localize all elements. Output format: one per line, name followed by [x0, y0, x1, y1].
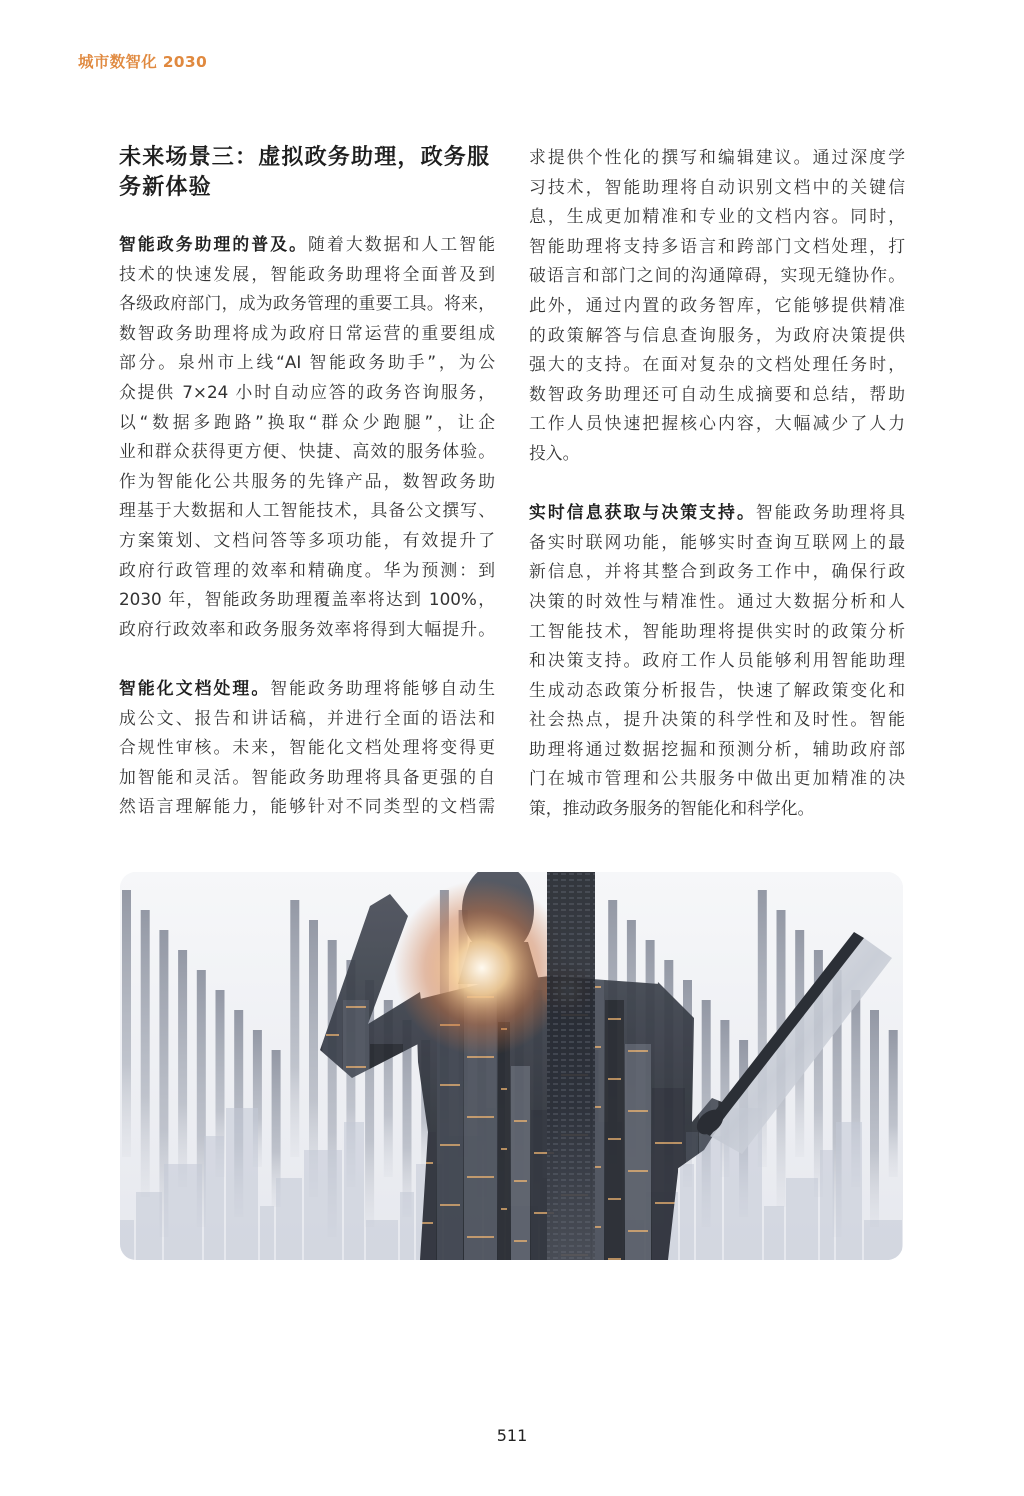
- line-text: 政府行政效率和政务服务效率将得到大幅提升。: [119, 618, 495, 639]
- lit-window: [346, 1006, 366, 1008]
- left-column: [119, 143, 495, 851]
- skyline-building: [366, 1220, 398, 1260]
- skyline-building: [820, 1150, 834, 1260]
- hero-image: [120, 872, 903, 1260]
- line-text: 部分。泉州市上线“AI 智能政务助手”，为公: [119, 352, 495, 373]
- skyline-building: [226, 1108, 258, 1260]
- text-line: [529, 528, 905, 558]
- text-line: [119, 378, 495, 408]
- lit-window: [467, 1056, 494, 1058]
- text-line: [529, 735, 905, 765]
- lit-window: [501, 1088, 507, 1090]
- lit-window: [608, 1018, 621, 1020]
- skyline-building: [836, 1122, 862, 1260]
- text-line: [119, 763, 495, 793]
- text-line: [529, 261, 905, 291]
- line-text: 随着大数据和人工智能: [308, 234, 495, 254]
- line-text: 数智政务助理将成为政府日常运营的重要组成: [119, 322, 495, 343]
- line-text: 工智能技术，智能助理将提供实时的政策分析: [529, 620, 905, 641]
- line-text: 加智能和灵活。智能政务助理将具备更强的自: [119, 766, 495, 787]
- text-line: [119, 704, 495, 734]
- line-text: 智能政务助理将具: [755, 502, 905, 523]
- lit-window: [628, 1110, 648, 1112]
- line-text: 数智政务助理还可自动生成摘要和总结，帮助: [529, 383, 905, 404]
- text-line: [119, 230, 495, 260]
- lit-window: [595, 1226, 601, 1228]
- skyline-building: [120, 1220, 134, 1260]
- lit-window: [595, 1046, 601, 1048]
- skyline-building: [260, 1206, 274, 1260]
- text-line: [119, 408, 495, 438]
- line-text: 业和群众获得更方便、快捷、高效的服务体验。: [119, 441, 495, 462]
- lit-window: [326, 1034, 339, 1036]
- page-number: 511: [496, 1426, 528, 1445]
- decor-bar: [122, 890, 131, 1157]
- skyline-building: [400, 1192, 414, 1260]
- skyline-building: [764, 1206, 784, 1260]
- lit-window: [628, 1170, 648, 1172]
- decor-bar: [178, 950, 187, 1187]
- line-text: 强大的支持。在面对复杂的文档处理任务时，: [529, 354, 905, 375]
- lit-window: [595, 1106, 601, 1108]
- text-line: [529, 764, 905, 794]
- text-line: [529, 173, 905, 203]
- line-text: 生成动态政策分析报告，快速了解政策变化和: [529, 679, 905, 700]
- text-line: [529, 587, 905, 617]
- city-building: [625, 1044, 651, 1260]
- line-text: 2030 年，智能政务助理覆盖率将达到 100%，: [119, 589, 495, 610]
- text-line: [529, 557, 905, 587]
- lit-window: [608, 1138, 621, 1140]
- line-text: 各级政府部门，成为政务管理的重要工具。将来，: [119, 293, 495, 314]
- line-text: 众提供 7×24 小时自动应答的政务咨询服务，: [119, 381, 495, 402]
- lit-window: [440, 1204, 460, 1206]
- paragraph-lead: 智能化文档处理。: [119, 677, 271, 698]
- line-text: 方案策划、文档问答等多项功能，有效提升了: [119, 529, 495, 550]
- lit-window: [514, 1240, 527, 1242]
- line-text: 理基于大数据和人工智能技术，具备公文撰写、: [119, 500, 495, 521]
- paragraph: [119, 674, 495, 822]
- city-building: [511, 1066, 530, 1260]
- text-line: [529, 291, 905, 321]
- line-text: 智能政务助理将能够自动生: [270, 677, 495, 698]
- text-line: [119, 289, 495, 319]
- lit-window: [608, 1258, 621, 1260]
- lit-window: [467, 1116, 494, 1118]
- text-line: [529, 143, 905, 173]
- text-line: [529, 321, 905, 351]
- line-text: 的政策解答与信息查询服务，为政府决策提供: [529, 324, 905, 345]
- text-line: [529, 232, 905, 262]
- line-text: 习技术，智能助理将自动识别文档中的关键信: [529, 176, 905, 197]
- tower-windows: [547, 872, 595, 1260]
- lit-window: [467, 1236, 494, 1238]
- lit-window: [628, 1050, 648, 1052]
- city-building: [605, 1000, 624, 1260]
- skyline-building: [786, 1178, 818, 1260]
- line-text: 合规性审核。未来，智能化文档处理将变得更: [119, 737, 495, 758]
- line-text: 新信息，并将其整合到政务工作中，确保行政: [529, 561, 905, 582]
- text-line: [529, 705, 905, 735]
- text-line: [119, 792, 495, 822]
- line-text: 决策的时效性与精准性。通过大数据分析和人: [529, 590, 905, 611]
- text-line: [119, 615, 495, 645]
- lit-window: [655, 1142, 682, 1144]
- line-text: 门在城市管理和公共服务中做出更加精准的决: [529, 768, 905, 789]
- paragraph: [529, 498, 905, 824]
- text-line: [529, 350, 905, 380]
- skyline-building: [696, 1136, 722, 1260]
- line-text: 以“数据多跑路”换取“群众少跑腿”，让企: [119, 411, 495, 432]
- line-text: 智能助理将支持多语言和跨部门文档处理，打: [529, 235, 905, 256]
- text-line: [119, 319, 495, 349]
- line-text: 作为智能化公共服务的先锋产品，数智政务助: [119, 470, 495, 491]
- lit-window: [440, 1144, 460, 1146]
- text-line: [529, 617, 905, 647]
- decor-bar: [141, 910, 150, 1197]
- text-line: [119, 733, 495, 763]
- text-line: [529, 794, 905, 824]
- text-line: [119, 526, 495, 556]
- line-text: 然语言理解能力，能够针对不同类型的文档需: [119, 796, 495, 817]
- line-text: 破语言和部门之间的沟通障碍，实现无缝协作。: [529, 265, 905, 286]
- lit-window: [501, 1148, 507, 1150]
- line-text: 成公文、报告和讲话稿，并进行全面的语法和: [119, 707, 495, 728]
- lit-window: [467, 1176, 494, 1178]
- text-line: [119, 260, 495, 290]
- paragraph-lead: 智能政务助理的普及。: [119, 234, 309, 254]
- lit-window: [440, 1084, 460, 1086]
- lit-window: [628, 1230, 648, 1232]
- businessman-city-double-exposure: [120, 872, 903, 1260]
- skyline-building: [304, 1150, 342, 1260]
- text-line: [119, 348, 495, 378]
- line-text: 和决策支持。政府工作人员能够利用智能助理: [529, 650, 905, 671]
- text-line: [529, 380, 905, 410]
- section-heading: 未来场景三：虚拟政务助理，政务服务新体验: [119, 145, 491, 200]
- line-text: 此外，通过内置的政务智库，它能够提供精准: [529, 294, 905, 315]
- text-line: [119, 496, 495, 526]
- skyline-building: [164, 1164, 202, 1260]
- paragraph: [119, 230, 495, 644]
- lit-window: [514, 1120, 527, 1122]
- text-line: [529, 646, 905, 676]
- skyline-building: [136, 1192, 162, 1260]
- lit-window: [595, 1166, 601, 1168]
- right-column: [529, 143, 905, 853]
- text-line: [119, 674, 495, 704]
- paragraph-lead: 实时信息获取与决策支持。: [529, 502, 756, 523]
- decor-bar: [870, 1010, 879, 1227]
- line-text: 策，推动政务服务的智能化和科学化。: [529, 798, 815, 819]
- skyline-building: [864, 1220, 902, 1260]
- skyline-building: [204, 1136, 224, 1260]
- paragraph: [529, 143, 905, 469]
- text-line: [119, 467, 495, 497]
- line-text: 息，生成更加精准和专业的文档内容。同时，: [529, 206, 905, 227]
- line-text: 助理将通过数据挖掘和预测分析，辅助政府部: [529, 738, 905, 759]
- text-line: [529, 676, 905, 706]
- line-text: 投入。: [529, 442, 580, 463]
- text-line: [119, 437, 495, 467]
- city-building: [498, 1022, 510, 1260]
- text-line: [529, 439, 905, 469]
- line-text: 技术的快速发展，智能政务助理将全面普及到: [119, 263, 495, 284]
- line-text: 政府行政管理的效率和精确度。华为预测：到: [119, 559, 495, 580]
- skyline-building: [680, 1164, 694, 1260]
- decor-bar: [889, 1030, 898, 1177]
- text-line: [529, 202, 905, 232]
- lit-window: [514, 1180, 527, 1182]
- sunlight-glow: [394, 880, 570, 1056]
- lit-window: [501, 1208, 507, 1210]
- skyline-building: [276, 1178, 302, 1260]
- running-header: 城市数智化 2030: [78, 53, 208, 71]
- skyline-building: [344, 1122, 364, 1260]
- lit-window: [608, 1078, 621, 1080]
- decor-bar: [290, 900, 299, 1157]
- lit-window: [608, 1198, 621, 1200]
- line-text: 求提供个性化的撰写和编辑建议。通过深度学: [529, 147, 905, 167]
- lit-window: [346, 1066, 366, 1068]
- line-text: 社会热点，提升决策的科学性和及时性。智能: [529, 709, 905, 730]
- text-line: [529, 498, 905, 528]
- text-line: [529, 409, 905, 439]
- line-text: 备实时联网功能，能够实时查询互联网上的最: [529, 531, 905, 552]
- text-line: [119, 585, 495, 615]
- line-text: 工作人员快速把握核心内容，大幅减少了人力: [529, 413, 905, 434]
- text-line: [119, 556, 495, 586]
